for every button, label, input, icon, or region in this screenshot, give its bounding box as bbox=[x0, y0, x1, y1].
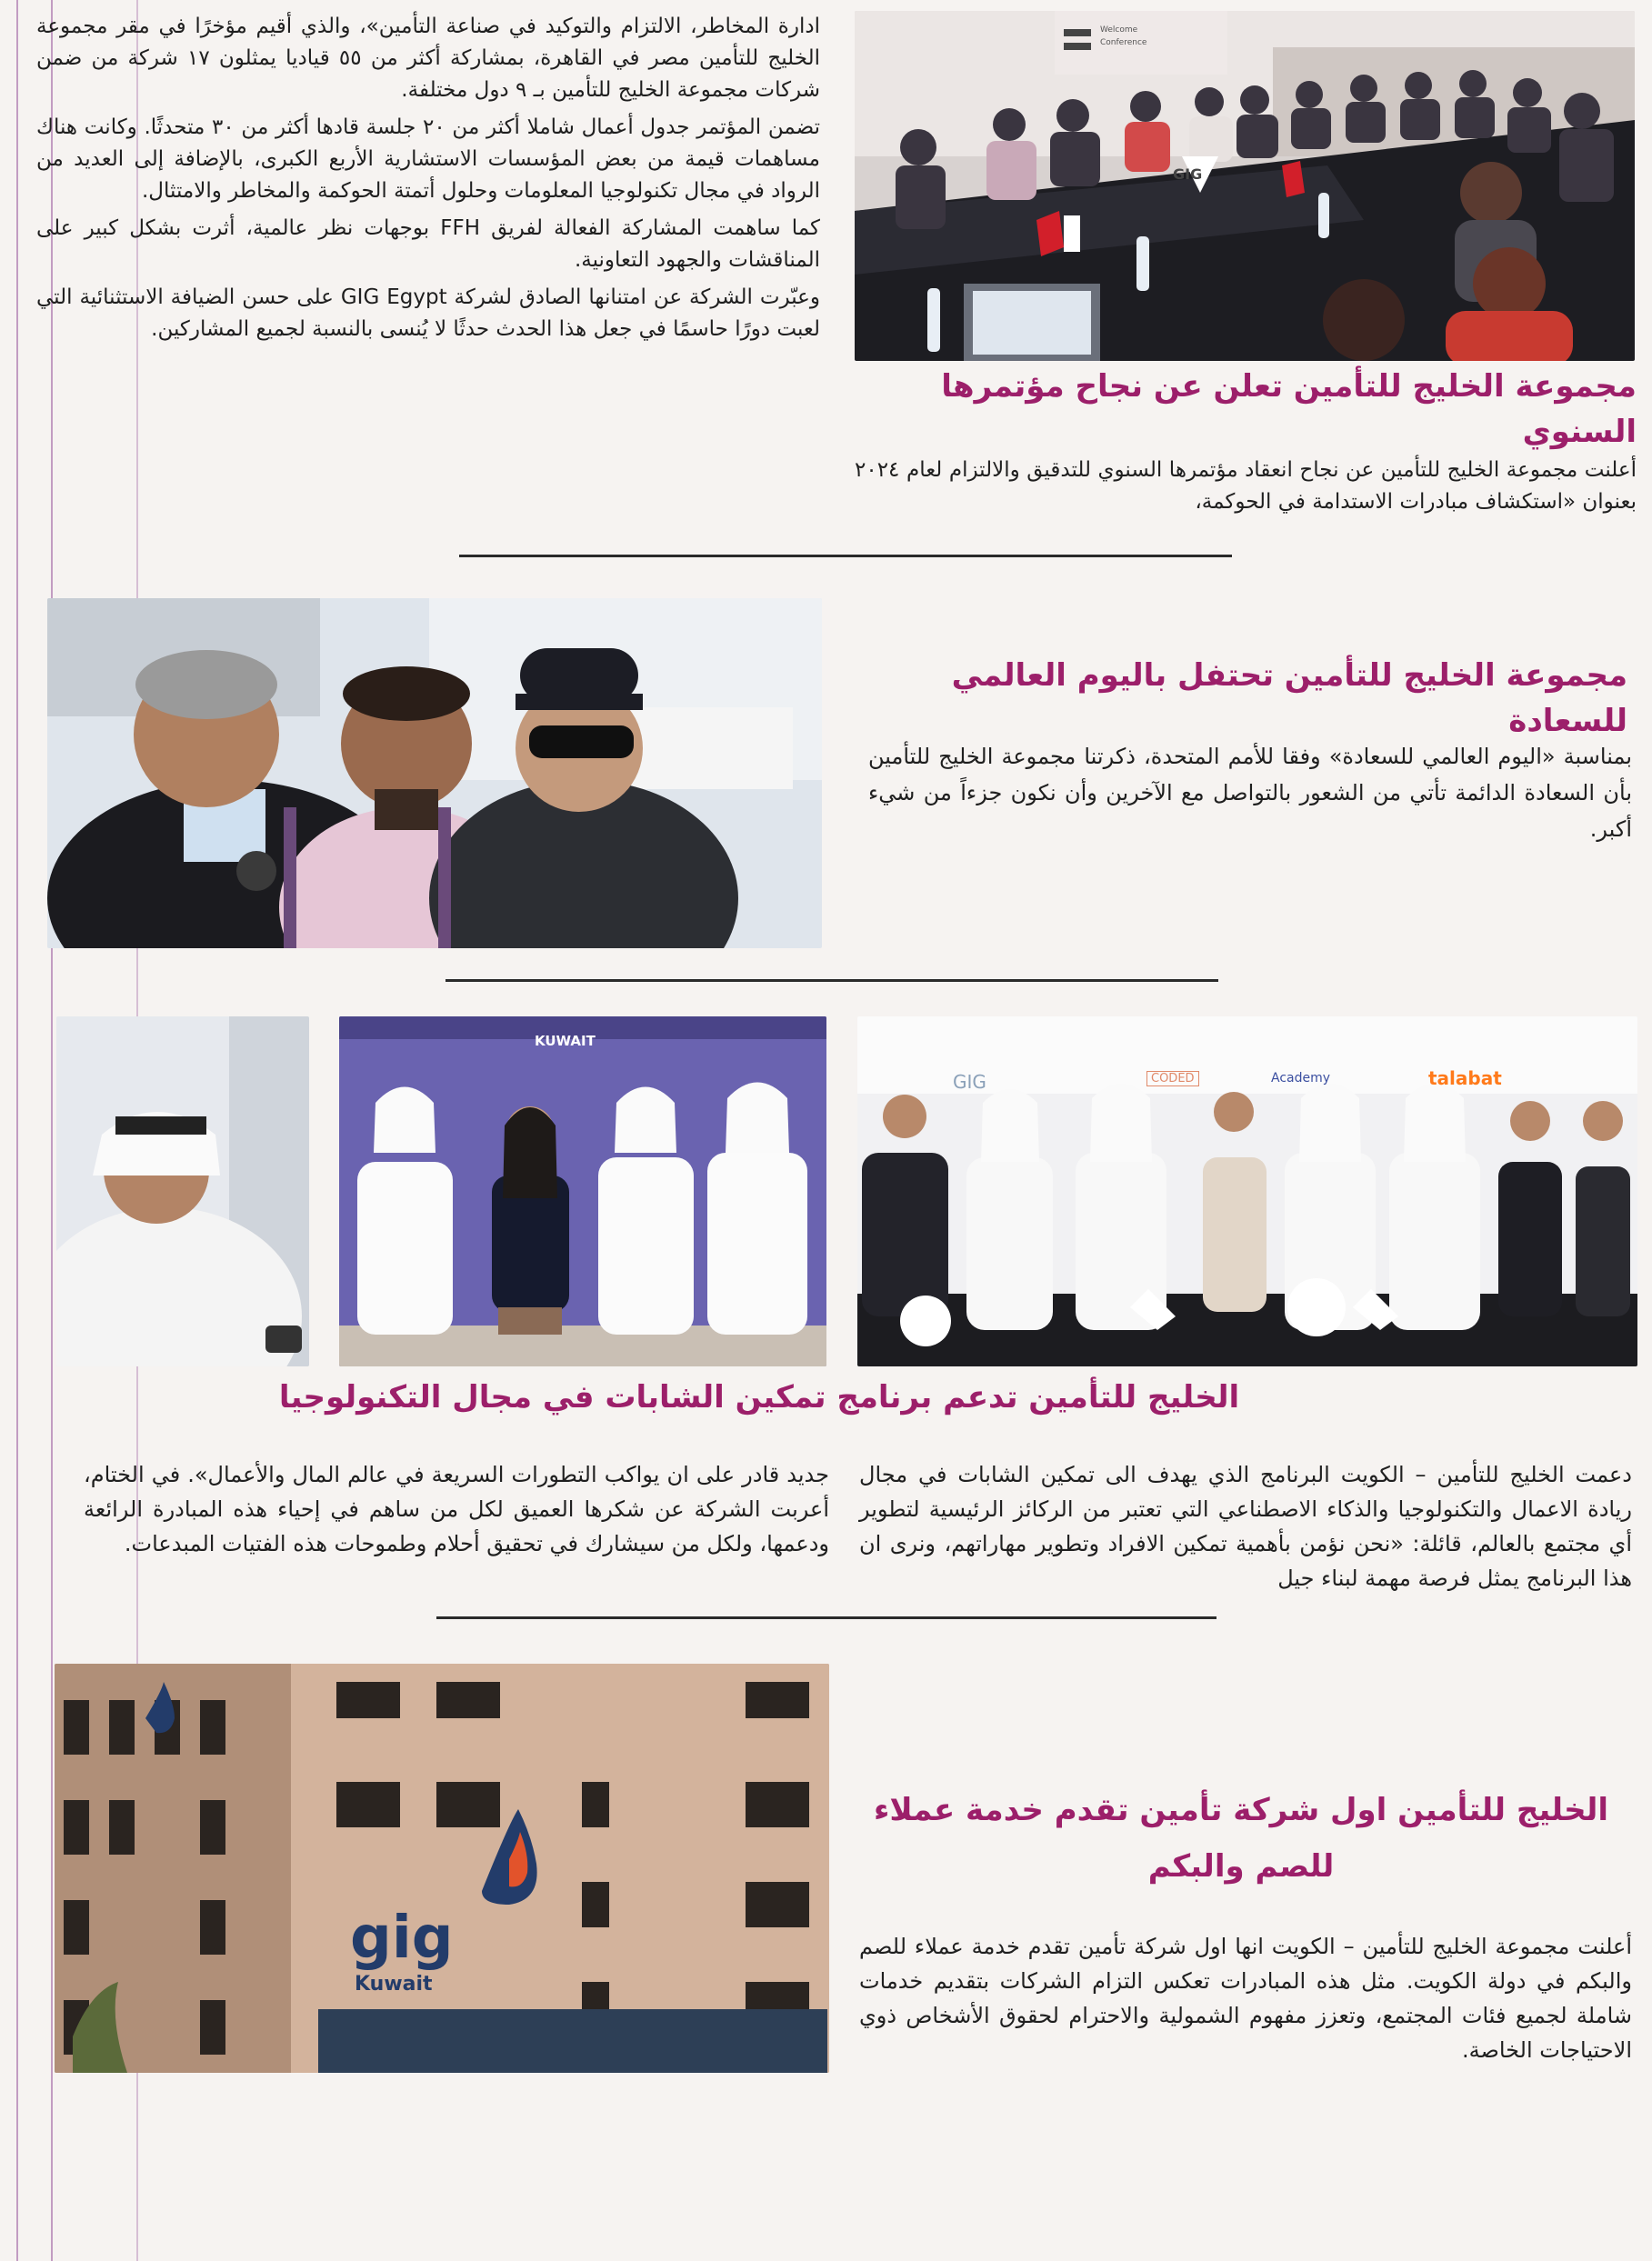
article1-paragraph: وعبّرت الشركة عن امتنانها الصادق لشركة GIG Egypt على حسن الضيافة الاستثنائية التي لعبت دورًا حاسمًا في جعل هذا الحدث حدثًا لا يُنسى بالنسبة لجميع المشاركين. bbox=[36, 285, 820, 341]
sponsor-logo-coded: CODED bbox=[1146, 1071, 1199, 1086]
program-photo-right bbox=[857, 1016, 1637, 1366]
article1-continued bbox=[36, 11, 820, 345]
article1-headline: مجموعة الخليج للتأمين تعلن عن نجاح مؤتمرها السنوي bbox=[941, 368, 1637, 450]
scan-line bbox=[16, 0, 18, 2261]
program-photo-left bbox=[56, 1016, 309, 1366]
article3-body-left: جديد قادر على ان يواكب التطورات السريعة في عالم المال والأعمال». في الختام، أعربت الشركة عن شكرها العميق لكل من ساهم في إحياء هذه المبادرة الرائعة ودعمها، ولكل من سيشارك في تحقيق أحلام وطموحات هذه الفتيات المبدعات. bbox=[84, 1462, 829, 1556]
section-divider bbox=[459, 555, 1232, 557]
article3-body-right: دعمت الخليج للتأمين – الكويت البرنامج الذي يهدف الى تمكين الشابات في مجال ريادة الاعمال والتكنولوجيا والذكاء الاصطناعي التي تعتبر من الركائز الرئيسية لتطوير أي مجتمع بالعالم، قائلة: «نحن نؤمن بأهمية تمكين الافراد وتطوير مهاراتهم، ونرى ان هذا البرنامج يمثل فرصة مهمة لبناء جيل bbox=[859, 1462, 1632, 1591]
article4-headline: الخليج للتأمين اول شركة تأمين تقدم خدمة عملاء للصم والبكم bbox=[873, 1792, 1608, 1885]
happiness-day-photo bbox=[47, 598, 822, 948]
article1-paragraph: تضمن المؤتمر جدول أعمال شاملا أكثر من ٢٠ جلسة قادها أكثر من ٣٠ متحدثًا. وكانت هناك مساهمات قيمة من بعض المؤسسات الاستشارية الأربع الكبرى، بالإضافة إلى العديد من الرواد في مجال تكنولوجيا المعلومات وحلول أتمتة الحوكمة والمخاطر والامتثال. bbox=[36, 115, 820, 203]
sponsor-logo-academy: Academy bbox=[1271, 1071, 1331, 1085]
article2-body: بمناسبة «اليوم العالمي للسعادة» وفقا للأمم المتحدة، ذكرتنا مجموعة الخليج للتأمين بأن السعادة الدائمة تأتي من الشعور بالتواصل مع الآخرين وأن نكون جزءاً من شيء أكبر. bbox=[868, 744, 1632, 842]
section-divider bbox=[436, 1616, 1216, 1619]
article4-body: أعلنت مجموعة الخليج للتأمين – الكويت انها اول شركة تأمين تقدم خدمة عملاء للصم والبكم في دولة الكويت. مثل هذه المبادرات تعكس التزام الشركات بتقديم خدمات شاملة لجميع فئات المجتمع، وتعزز مفهوم الشمولية والاحترام لحقوق الأشخاص ذوي الاحتياجات الخاصة. bbox=[859, 1934, 1632, 2063]
gig-logo: GIG bbox=[1173, 165, 1203, 183]
conference-banner-text: Welcome bbox=[1100, 25, 1138, 35]
sponsor-logo-talabat: talabat bbox=[1428, 1067, 1502, 1089]
article1-intro: أعلنت مجموعة الخليج للتأمين عن نجاح انعقاد مؤتمرها السنوي للتدقيق والالتزام لعام ٢٠٢٤ بعنوان «استكشاف مبادرات الاستدامة في الحوكمة، bbox=[855, 458, 1637, 514]
article1-paragraph: كما ساهمت المشاركة الفعالة لفريق FFH بوجهات نظر عالمية، أثرت بشكل كبير على المناقشات والجهود التعاونية. bbox=[36, 216, 820, 272]
section-divider bbox=[446, 979, 1218, 982]
article2-headline: مجموعة الخليج للتأمين تحتفل باليوم العالمي للسعادة bbox=[951, 657, 1627, 739]
conference-photo bbox=[855, 11, 1635, 361]
article1-paragraph: ادارة المخاطر، الالتزام والتوكيد في صناعة التأمين»، والذي أقيم مؤخرًا في مقر مجموعة الخليج للتأمين مصر في القاهرة، بمشاركة أكثر من ٥٥ قياديا يمثلون ١٧ شركة من ضمن شركات مجموعة الخليج للتأمين بـ ٩ دول مختلفة. bbox=[36, 15, 820, 102]
article3-headline: الخليج للتأمين تدعم برنامج تمكين الشابات في مجال التكنولوجيا bbox=[278, 1379, 1240, 1416]
gig-kuwait-building-photo bbox=[55, 1664, 829, 2073]
program-photo-center bbox=[339, 1016, 826, 1366]
sponsor-logo-gig: GIG bbox=[953, 1071, 986, 1093]
kuwait-wall-label: KUWAIT bbox=[535, 1033, 596, 1049]
gig-building-logo: gig bbox=[350, 1905, 454, 1972]
gig-building-sublabel: Kuwait bbox=[355, 1973, 433, 1996]
conference-banner-text: Conference bbox=[1100, 38, 1147, 47]
